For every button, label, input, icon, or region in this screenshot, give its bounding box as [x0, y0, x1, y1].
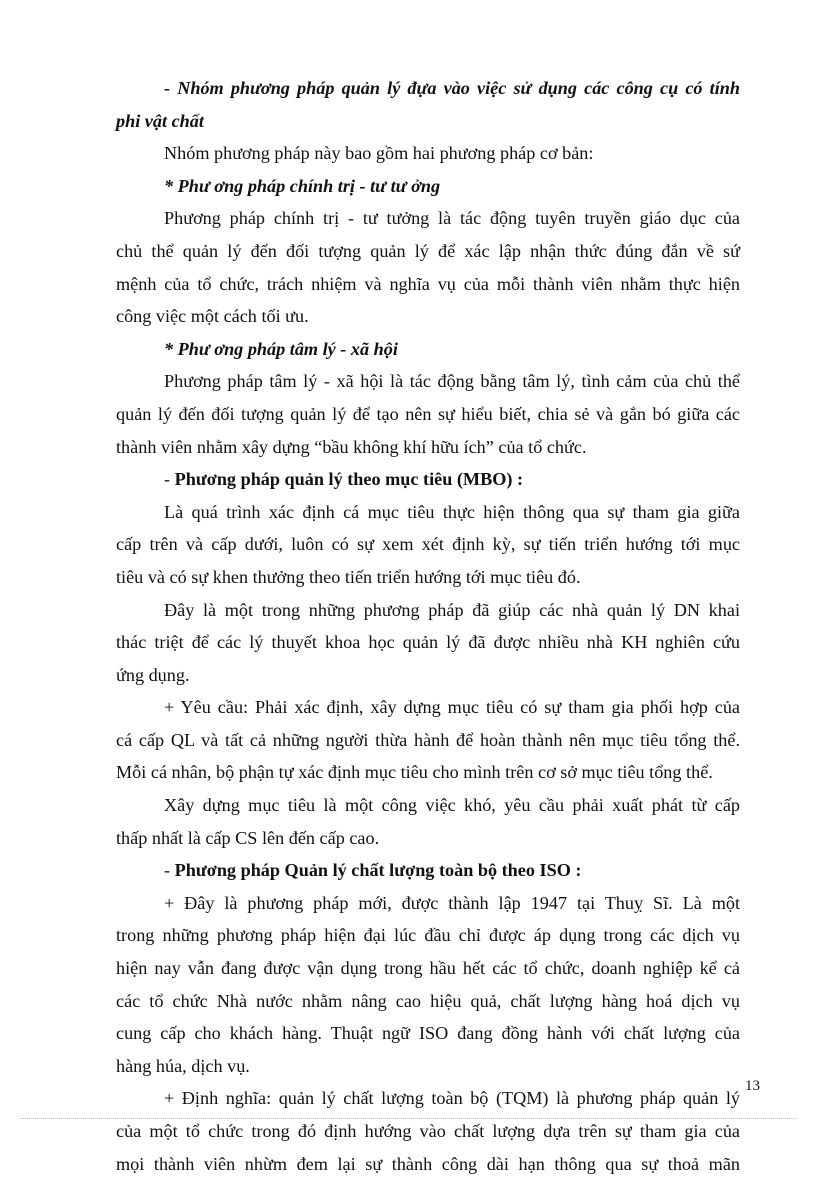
paragraph-line: hàng húa, dịch vụ.: [116, 1055, 250, 1076]
heading-prefix: -: [164, 469, 175, 490]
section-heading: [116, 463, 740, 496]
paragraph-line: ứng dụng.: [116, 664, 190, 685]
heading-title: Phương pháp Quản lý chất lượng toàn bộ theo ISO :: [174, 860, 582, 881]
paragraph-line: Mỗi cá nhân, bộ phận tự xác định mục tiêu cho mình trên cơ sở mục tiêu tổng thể.: [116, 762, 713, 783]
section-heading: [116, 854, 740, 887]
paragraph-line: cung cấp cho khách hàng. Thuật ngữ ISO đang đồng hành với chất lượng của: [116, 1023, 740, 1044]
heading-prefix: -: [164, 860, 175, 881]
subheading: * Phư ơng pháp tâm lý - xã hội: [164, 338, 398, 359]
paragraph-line: + Định nghĩa: quản lý chất lượng toàn bộ (TQM) là phương pháp quản lý: [164, 1088, 740, 1109]
footer-divider: [20, 1118, 796, 1119]
paragraph-line: Phương pháp chính trị - tư tưởng là tác động tuyên truyền giáo dục của: [164, 208, 740, 229]
paragraph-line: cấp trên và cấp dưới, luôn có sự xem xét định kỳ, sự tiến triển hướng tới mục: [116, 534, 740, 555]
paragraph-line: thác triệt để các lý thuyết khoa học quản lý đã được nhiều nhà KH nghiên cứu: [116, 632, 740, 653]
paragraph-line: cá cấp QL và tất cả những người thừa hành để hoàn thành nên mục tiêu tổng thể.: [116, 729, 740, 750]
paragraph-line: của một tổ chức trong đó định hướng vào chất lượng dựa trên sự tham gia của: [116, 1121, 740, 1141]
page-number: 13: [745, 1078, 760, 1094]
paragraph-line: + Đây là phương pháp mới, được thành lập 1947 tại Thuỵ Sĩ. Là một: [164, 892, 740, 913]
paragraph-line: thấp nhất là cấp CS lên đến cấp cao.: [116, 827, 380, 848]
paragraph-line: quản lý đến đối tượng quản lý để tạo nên sự hiểu biết, chia sẻ và gắn bó giữa các: [116, 403, 740, 424]
paragraph-line: trong những phương pháp hiện đại lúc đầu chỉ được áp dụng trong các dịch vụ: [116, 925, 740, 946]
section-heading-line: phi vật chất: [116, 110, 204, 131]
paragraph-line: tiêu và có sự khen thưởng theo tiến triển hướng tới mục tiêu đó.: [116, 566, 581, 587]
paragraph-line: các tổ chức Nhà nước nhằm nâng cao hiệu quả, chất lượng hàng hoá dịch vụ: [116, 990, 740, 1011]
paragraph-line: Nhóm phương pháp này bao gồm hai phương pháp cơ bản:: [164, 143, 594, 164]
section-heading-line: - Nhóm phương pháp quản lý đựa vào việc sử dụng các công cụ có tính: [164, 78, 740, 98]
paragraph-line: Xây dựng mục tiêu là một công việc khó, yêu cầu phải xuất phát từ cấp: [164, 795, 740, 816]
paragraph-line: công việc một cách tối ưu.: [116, 306, 309, 327]
paragraph-line: Là quá trình xác định cá mục tiêu thực hiện thông qua sự tham gia giữa: [164, 501, 740, 522]
paragraph-line: + Yêu cầu: Phải xác định, xây dựng mục tiêu có sự tham gia phối hợp của: [164, 697, 740, 718]
paragraph-line: thành viên nhằm xây dựng “bầu không khí hữu ích” của tổ chức.: [116, 436, 587, 457]
paragraph-line: chủ thể quản lý đến đối tượng quản lý để xác lập nhận thức đúng đắn về sứ: [116, 240, 740, 261]
paragraph-line: mọi thành viên nhừm đem lại sự thành công dài hạn thông qua sự thoả mãn: [116, 1153, 740, 1174]
subheading: * Phư ơng pháp chính trị - tư tư ởng: [164, 175, 441, 196]
paragraph-line: Đây là một trong những phương pháp đã giúp các nhà quản lý DN khai: [164, 599, 740, 620]
heading-title: Phương pháp quản lý theo mục tiêu (MBO) :: [174, 469, 524, 490]
paragraph-line: mệnh của tổ chức, trách nhiệm và nghĩa vụ của mỗi thành viên nhằm thực hiện: [116, 273, 740, 294]
paragraph-line: hiện nay vẫn đang được vận dụng trong hầu hết các tổ chức, doanh nghiệp kể cả: [116, 958, 740, 979]
document-body: [116, 72, 740, 1180]
paragraph-line: Phương pháp tâm lý - xã hội là tác động bằng tâm lý, tình cảm của chủ thể: [164, 371, 740, 392]
